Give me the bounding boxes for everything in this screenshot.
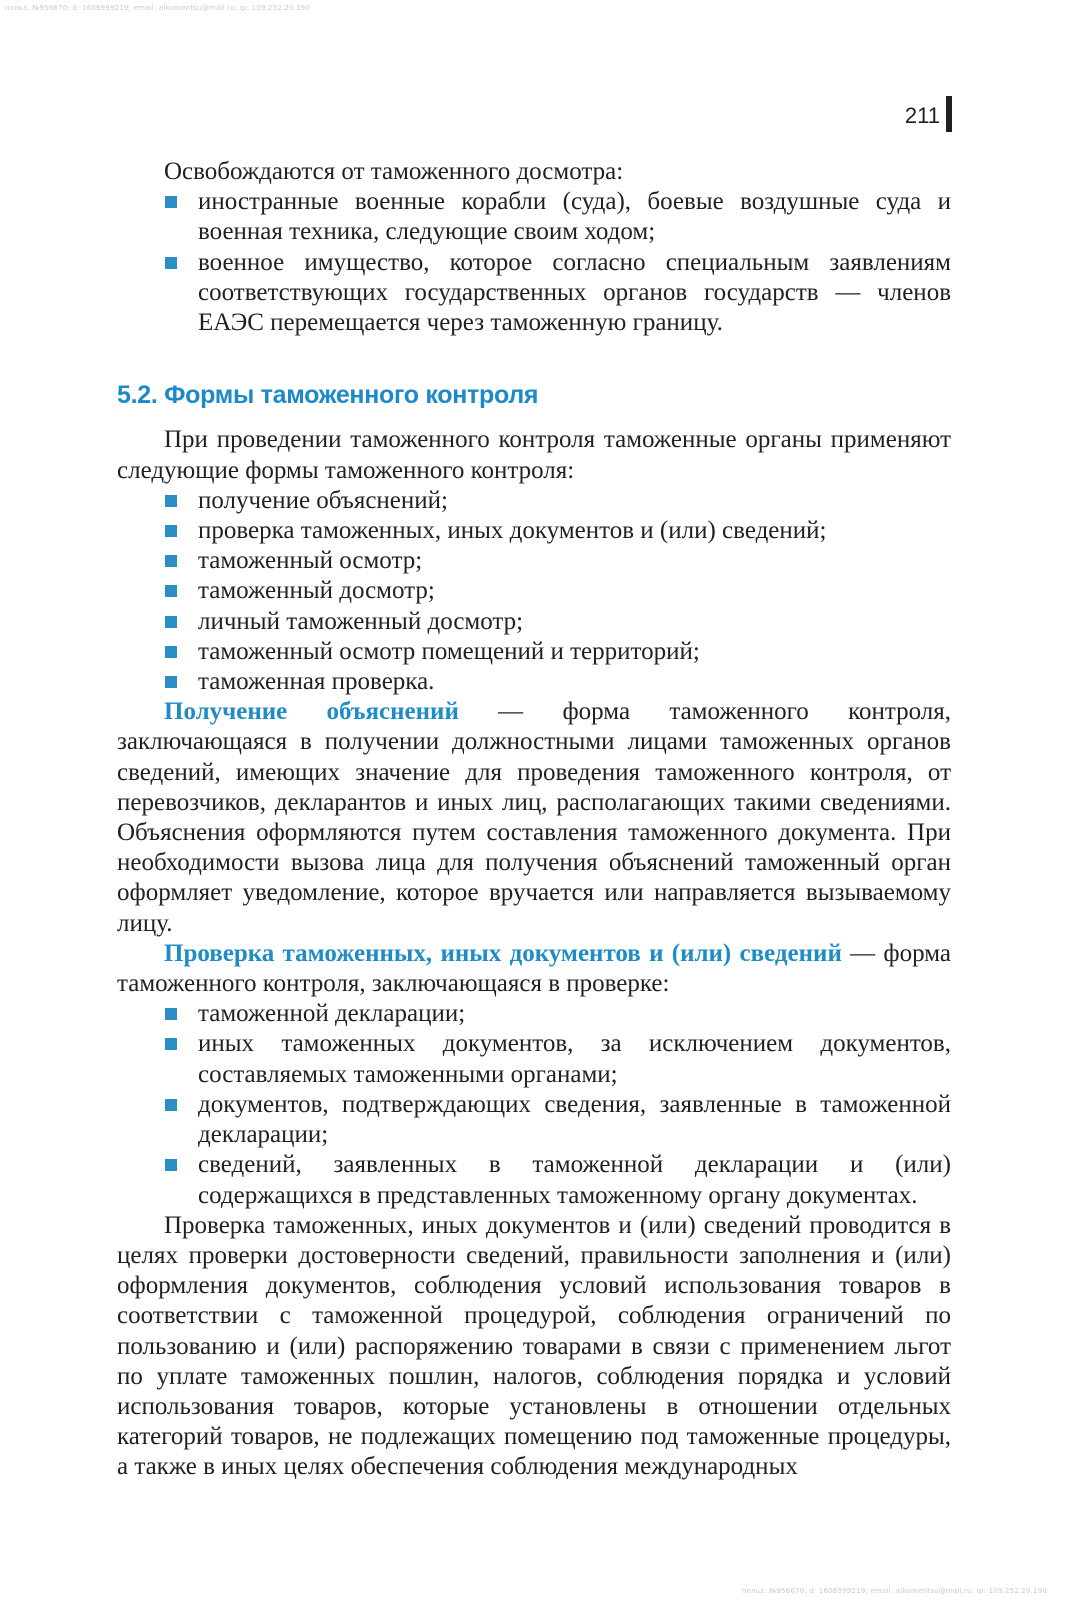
forms-list xyxy=(117,486,951,697)
square-bullet-icon xyxy=(165,646,177,658)
list-item xyxy=(164,486,951,516)
intro-list xyxy=(117,187,951,338)
list-item-text: таможенная проверка. xyxy=(198,668,435,696)
list-item xyxy=(164,516,951,546)
list-item xyxy=(164,1029,951,1089)
square-bullet-icon xyxy=(165,1099,177,1111)
list-item xyxy=(164,999,951,1029)
list-item xyxy=(164,667,951,697)
section-intro-paragraph: При проведении таможенного контроля таможенные органы применяют следующие формы таможенного контроля: xyxy=(117,426,951,484)
square-bullet-icon xyxy=(165,616,177,628)
list-item xyxy=(164,1090,951,1150)
definition-text: — форма таможенного контроля, заключающаяся в проверке: xyxy=(117,939,951,998)
square-bullet-icon xyxy=(165,525,177,537)
square-bullet-icon xyxy=(165,555,177,567)
list-item-text: иных таможенных документов, за исключением документов, составляемых таможенными органами; xyxy=(198,1030,951,1088)
list-item xyxy=(164,546,951,576)
intro-lead: Освобождаются от таможенного досмотра: xyxy=(164,158,624,185)
square-bullet-icon xyxy=(165,1038,177,1050)
list-item-text: получение объяснений; xyxy=(198,486,448,514)
square-bullet-icon xyxy=(165,257,177,269)
list-item xyxy=(164,1150,951,1210)
watermark-bottom: польз. №956670; d: 1606999219; email: alkumentsu@mail.ru; ip: 109.252.20.190 xyxy=(741,1587,1047,1595)
term-document-check: Проверка таможенных, иных документов и (или) сведений xyxy=(164,939,842,967)
list-item-text: таможенной декларации; xyxy=(198,1000,466,1028)
definition-text: — форма таможенного контроля, заключающаяся в получении должностными лицами таможенных органов сведений, имеющих значение для проведения таможенного контроля, от перевозчиков, декларантов и иных лиц, располагающих такими сведениями. Объяснения оформляются путем составления таможенного документа. При необходимости вызова лица для получения объяснений таможенный орган оформляет уведомление, которое вручается или направляется вызываемому лицу. xyxy=(117,698,951,937)
list-item-text: военное имущество, которое согласно специальным заявлениям соответствующих государственных органов государств — членов ЕАЭС перемещается через таможенную границу. xyxy=(198,248,951,337)
square-bullet-icon xyxy=(165,196,177,208)
list-item xyxy=(164,187,951,247)
section-heading: 5.2. Формы таможенного контроля xyxy=(117,381,539,410)
square-bullet-icon xyxy=(165,585,177,597)
list-item-text: документов, подтверждающих сведения, заявленные в таможенной декларации; xyxy=(198,1090,951,1149)
page-content xyxy=(117,157,951,1483)
watermark-top: польз. №956670; d: 1606999219; email: alkumentsu@mail.ru; ip: 109.252.20.190 xyxy=(5,4,311,12)
check-list xyxy=(117,999,951,1210)
square-bullet-icon xyxy=(165,676,177,688)
list-item-text: личный таможенный досмотр; xyxy=(198,607,524,635)
list-item-text: сведений, заявленных в таможенной декларации и (или) содержащихся в представленных таможенному органу документах. xyxy=(198,1151,951,1209)
list-item xyxy=(164,576,951,606)
list-item xyxy=(164,607,951,637)
definition-document-check xyxy=(117,939,951,999)
list-item-text: таможенный осмотр; xyxy=(198,547,423,575)
square-bullet-icon xyxy=(165,1008,177,1020)
term-explanations: Получение объяснений xyxy=(164,698,459,726)
square-bullet-icon xyxy=(165,1159,177,1171)
list-item-text: таможенный досмотр; xyxy=(198,577,435,605)
page-number: 211 xyxy=(904,103,940,128)
list-item-text: иностранные военные корабли (суда), боевые воздушные суда и военная техника, следующие своим ходом; xyxy=(198,188,951,246)
list-item xyxy=(164,637,951,667)
square-bullet-icon xyxy=(165,495,177,507)
list-item xyxy=(164,248,951,339)
definition-explanations xyxy=(117,697,951,939)
closing-paragraph: Проверка таможенных, иных документов и (или) сведений проводится в целях проверки достоверности сведений, правильности заполнения и (или) оформления документов, соблюдения условий использования товаров в соответствии с таможенной процедурой, соблюдения ограничений по пользованию и (или) распоряжению товарами в связи с применением льгот по уплате таможенных пошлин, налогов, соблюдения порядка и условий использования товаров, которые установлены в отношении отдельных категорий товаров, не подлежащих помещению под таможенные процедуры, а также в иных целях обеспечения соблюдения международных xyxy=(117,1211,951,1481)
list-item-text: таможенный осмотр помещений и территорий; xyxy=(198,637,700,665)
list-item-text: проверка таможенных, иных документов и (или) сведений; xyxy=(198,517,827,545)
page-number-bar xyxy=(946,96,952,132)
